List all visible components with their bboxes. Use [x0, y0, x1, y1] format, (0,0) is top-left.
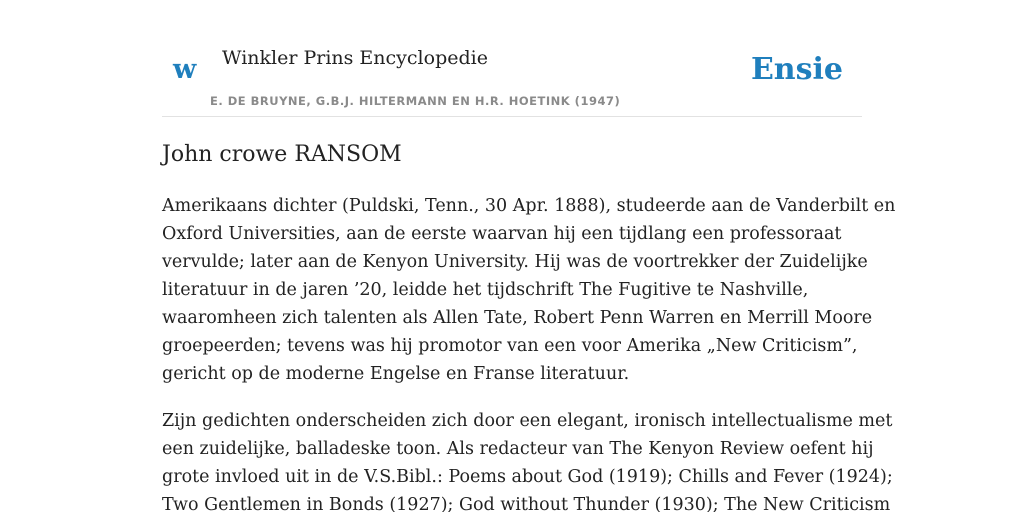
winkler-prins-logo-icon[interactable]: w	[173, 54, 197, 85]
ensie-logo[interactable]: Ensie	[750, 52, 843, 87]
article-title: John crowe RANSOM	[162, 142, 402, 167]
article-paragraph-1	[162, 192, 896, 388]
paragraph-line: gericht op de moderne Engelse en Franse literatuur.	[162, 364, 630, 384]
paragraph-line: Zijn gedichten onderscheiden zich door een elegant, ironisch intellectualisme met	[162, 411, 893, 431]
paragraph-line: Oxford Universities, aan de eerste waarvan hij een tijdlang een professoraat	[162, 224, 842, 244]
paragraph-line: literatuur in de jaren ’20, leidde het tijdschrift The Fugitive te Nashville,	[162, 280, 809, 300]
article-paragraph-2	[162, 407, 893, 512]
paragraph-line: groepeerden; tevens was hij promotor van een voor Amerika „New Criticism”,	[162, 336, 858, 356]
paragraph-line: grote invloed uit in de V.S.Bibl.: Poems about God (1919); Chills and Fever (1924);	[162, 467, 893, 487]
paragraph-line: Two Gentlemen in Bonds (1927); God without Thunder (1930); The New Criticism	[162, 495, 891, 512]
paragraph-line: waaromheen zich talenten als Allen Tate, Robert Penn Warren en Merrill Moore	[162, 308, 873, 328]
source-authors: E. DE BRUYNE, G.B.J. HILTERMANN EN H.R. HOETINK (1947)	[210, 94, 621, 108]
site-header	[162, 0, 862, 117]
paragraph-line: Amerikaans dichter (Puldski, Tenn., 30 Apr. 1888), studeerde aan de Vanderbilt en	[162, 196, 896, 216]
paragraph-line: vervulde; later aan de Kenyon University. Hij was de voortrekker der Zuidelijke	[162, 252, 868, 272]
paragraph-line: een zuidelijke, balladeske toon. Als redacteur van The Kenyon Review oefent hij	[162, 439, 874, 459]
source-title[interactable]: Winkler Prins Encyclopedie	[222, 47, 488, 69]
